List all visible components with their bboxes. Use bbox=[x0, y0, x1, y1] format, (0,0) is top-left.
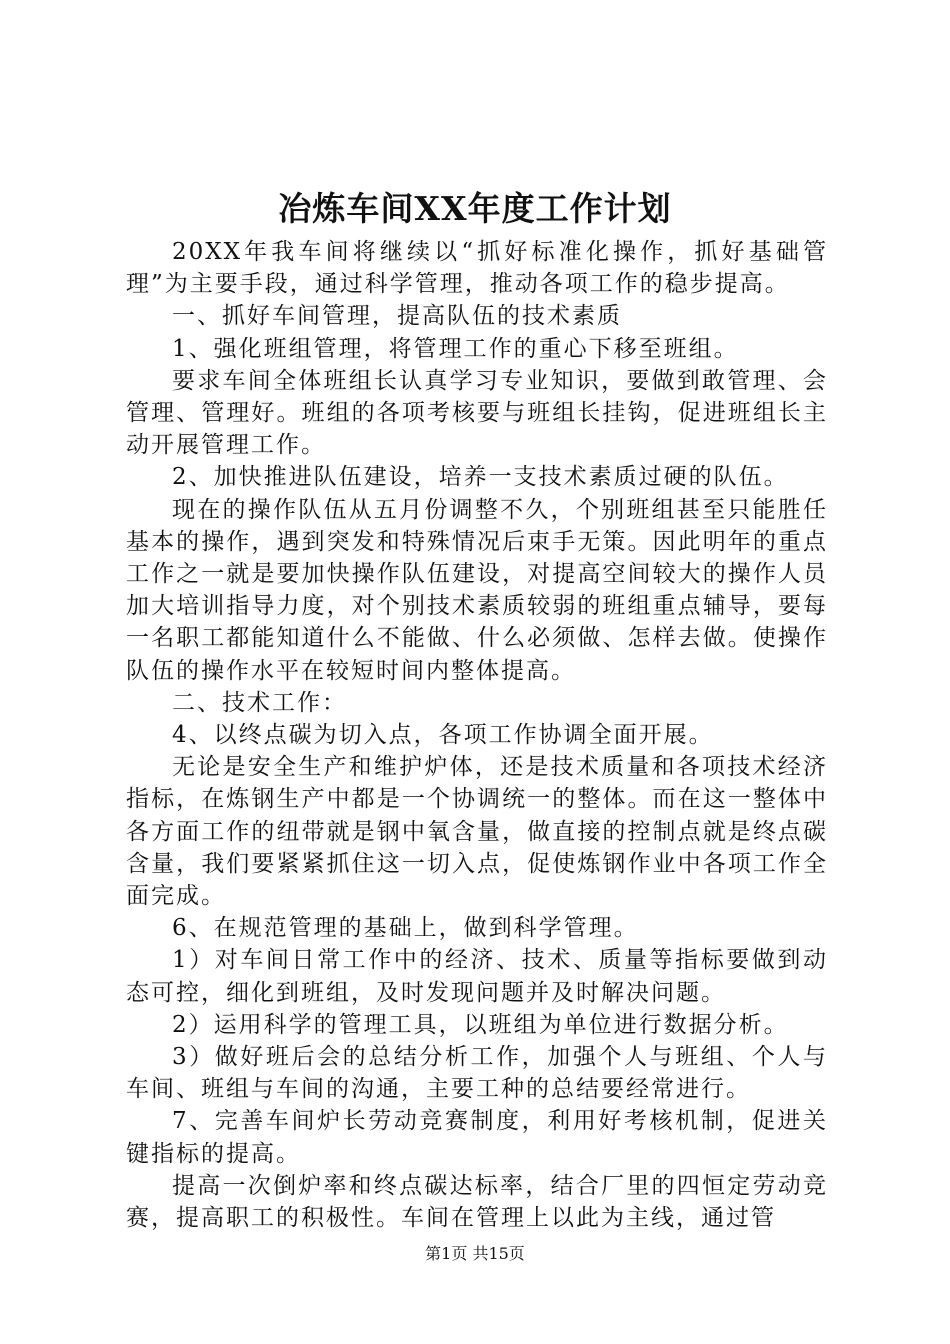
subheading: 7、完善车间炉长劳动竞赛制度，利用好考核机制，促进关键指标的提高。 bbox=[126, 1108, 828, 1167]
subheading: 1、强化班组管理，将管理工作的重心下移至班组。 bbox=[172, 335, 739, 362]
paragraph: 要求车间全体班组长认真学习专业知识，要做到敢管理、会管理、管理好。班组的各项考核要与班组长挂钩，促进班组长主动开展管理工作。 bbox=[126, 367, 828, 459]
subheading: 6、在规范管理的基础上，做到科学管理。 bbox=[172, 915, 639, 942]
paragraph: 提高一次倒炉率和终点碳达标率，结合厂里的四恒定劳动竞赛，提高职工的积极性。车间在管理上以此为主线，通过管 bbox=[126, 1172, 828, 1232]
page-footer: 第1页 共15页 bbox=[425, 1244, 525, 1263]
section-heading: 一、抓好车间管理，提高队伍的技术素质 bbox=[172, 303, 622, 330]
section-heading: 二、技术工作： bbox=[172, 689, 347, 716]
paragraph: 无论是安全生产和维护炉体，还是技术质量和各项技术经济指标，在炼钢生产中都是一个协调统一的整体。而在这一整体中各方面工作的纽带就是钢中氧含量，做直接的控制点就是终点碳含量，我们要紧紧抓住这一切入点，促使炼钢作业中各项工作全面完成。 bbox=[126, 754, 828, 910]
document-body bbox=[126, 236, 828, 1234]
list-item: 1）对车间日常工作中的经济、技术、质量等指标要做到动态可控，细化到班组，及时发现问题并及时解决问题。 bbox=[126, 947, 828, 1006]
paragraph: 20XX年我车间将继续以“抓好标准化操作，抓好基础管理”为主要手段，通过科学管理，推动各项工作的稳步提高。 bbox=[126, 239, 828, 298]
paragraph: 现在的操作队伍从五月份调整不久，个别班组甚至只能胜任基本的操作，遇到突发和特殊情况后束手无策。因此明年的重点工作之一就是要加快操作队伍建设，对提高空间较大的操作人员加大培训指导力度，对个别技术素质较弱的班组重点辅导，要每一名职工都能知道什么不能做、什么必须做、怎样去做。使操作队伍的操作水平在较短时间内整体提高。 bbox=[126, 496, 828, 684]
list-item: 2）运用科学的管理工具，以班组为单位进行数据分析。 bbox=[172, 1011, 789, 1038]
document-title: 冶炼车间XX年度工作计划 bbox=[278, 189, 672, 228]
list-item: 3）做好班后会的总结分析工作，加强个人与班组、个人与车间、班组与车间的沟通，主要工种的总结要经常进行。 bbox=[126, 1044, 828, 1103]
subheading: 4、以终点碳为切入点，各项工作协调全面开展。 bbox=[172, 722, 714, 749]
subheading: 2、加快推进队伍建设，培养一支技术素质过硬的队伍。 bbox=[172, 464, 789, 491]
